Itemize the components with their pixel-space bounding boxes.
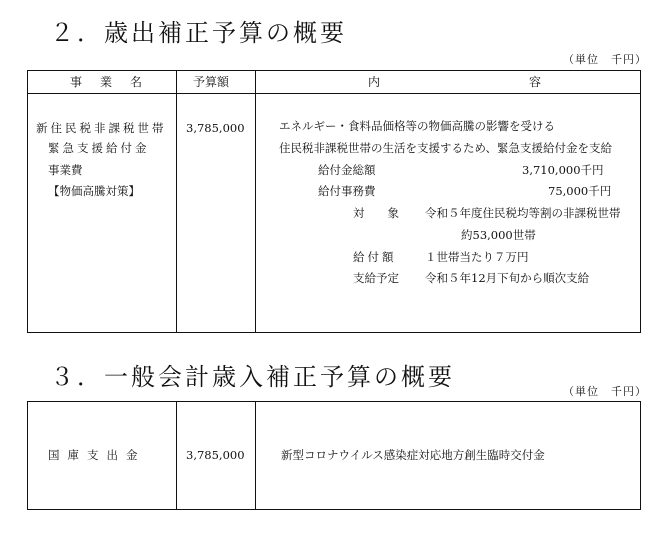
- total-benefit-value: 3,710,000千円: [522, 163, 604, 177]
- section2-heading: ２．歳出補正予算の概要: [50, 19, 347, 47]
- target-count: 約53,000世帯: [461, 228, 536, 242]
- total-benefit-label: 給付金総額: [318, 163, 376, 177]
- revenue-table: [27, 401, 641, 510]
- budget-amount: 3,785,000: [186, 121, 245, 135]
- header-project-name: 事 業 名: [70, 75, 146, 89]
- revenue-content: 新型コロナウイルス感染症対応地方創生臨時交付金: [281, 448, 545, 462]
- target-value: 令和５年度住民税均等割の非課税世帯: [425, 206, 621, 220]
- benefit-amount-label: 給付額: [353, 250, 397, 264]
- project-name-line: 事業費: [48, 163, 83, 177]
- header-content-left: 内: [368, 75, 381, 89]
- revenue-budget-amount: 3,785,000: [186, 448, 245, 462]
- content-description-line: 住民税非課税世帯の生活を支援するため、緊急支援給付金を支給: [279, 141, 613, 155]
- target-label: 対 象: [353, 206, 399, 220]
- schedule-value: 令和５年12月下旬から順次支給: [425, 271, 590, 285]
- section3-heading: ３．一般会計歳入補正予算の概要: [50, 363, 455, 391]
- column-divider: [176, 402, 177, 509]
- project-name-line: 緊急支援給付金: [48, 141, 150, 155]
- column-divider: [255, 71, 256, 332]
- admin-cost-label: 給付事務費: [318, 184, 376, 198]
- section2-unit-label: （単位 千円）: [563, 53, 647, 66]
- column-divider: [176, 71, 177, 332]
- content-description-line: エネルギー・食料品価格等の物価高騰の影響を受ける: [279, 119, 555, 133]
- section3-unit-label: （単位 千円）: [563, 385, 647, 398]
- project-name-line: 新住民税非課税世帯: [36, 121, 167, 135]
- schedule-label: 支給予定: [353, 271, 399, 285]
- column-divider: [255, 402, 256, 509]
- expenditure-table: [27, 70, 641, 333]
- benefit-amount-value: １世帯当たり７万円: [425, 250, 529, 264]
- admin-cost-value: 75,000千円: [548, 184, 612, 198]
- header-content-right: 容: [529, 75, 542, 89]
- revenue-item-name: 国庫支出金: [48, 448, 146, 462]
- project-tag: 【物価高騰対策】: [48, 184, 140, 198]
- header-divider: [28, 93, 640, 94]
- header-budget: 予算額: [193, 75, 230, 89]
